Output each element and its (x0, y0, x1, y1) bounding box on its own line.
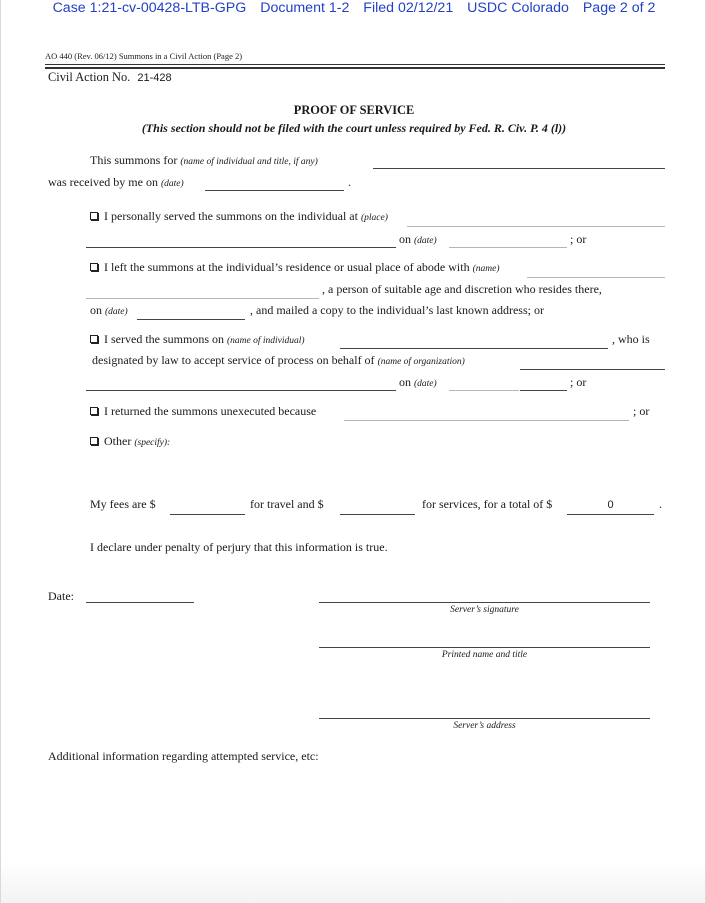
filed-date: Filed 02/12/21 (363, 0, 454, 16)
received-date-field[interactable] (205, 190, 344, 191)
organization-hint: (name of organization) (377, 357, 465, 367)
received-date-hint: (date) (160, 179, 184, 189)
organization-field[interactable] (520, 369, 665, 370)
fees-period: . (659, 497, 662, 511)
civil-action-row (48, 70, 172, 85)
travel-label: for travel and $ (250, 497, 324, 511)
specify-hint: (specify): (134, 438, 171, 448)
other-label: Other (104, 434, 132, 448)
server-address-caption: Server’s address (453, 721, 516, 731)
personally-label: I personally served the summons on the individual at (104, 209, 358, 223)
residence-name-field-continued[interactable] (86, 298, 319, 299)
residence-date-hint: (date) (105, 307, 128, 317)
individual-name-hint: (name of individual) (226, 336, 305, 346)
form-subtitle: (This section should not be filed with the court unless required by Fed. R. Civ. P. 4 (l)) (141, 121, 567, 135)
residence-date-field[interactable] (137, 319, 245, 320)
total-fee-value: 0 (607, 499, 614, 511)
document-number: Document 1-2 (260, 0, 350, 16)
summons-for-hint: (name of individual and title, if any) (180, 157, 318, 167)
received-row (48, 175, 184, 190)
case-number: Case 1:21-cv-00428-LTB-GPG (52, 0, 247, 16)
form-id: AO 440 (Rev. 06/12) Summons in a Civil Action (Page 2) (45, 51, 243, 61)
option-served[interactable] (90, 332, 305, 347)
who-is-text: , who is (612, 332, 650, 346)
server-signature-caption: Server’s signature (450, 605, 519, 615)
place-field-continued[interactable] (86, 247, 396, 248)
summons-for-label: This summons for (90, 153, 178, 167)
court-name: USDC Colorado (467, 0, 569, 16)
received-period: . (348, 175, 351, 189)
server-address-field[interactable] (319, 718, 650, 719)
served-or: ; or (570, 375, 587, 389)
served-date-field-light[interactable] (449, 390, 519, 391)
page-number: Page 2 of 2 (582, 0, 656, 16)
server-signature-field[interactable] (319, 602, 650, 603)
person-suitable-text: , a person of suitable age and discretion who resides there, (322, 282, 602, 296)
date-label: Date: (48, 589, 74, 603)
returned-label: I returned the summons unexecuted because (104, 404, 317, 418)
date-field[interactable] (86, 602, 194, 603)
individual-name-field[interactable] (340, 348, 608, 349)
printed-name-field[interactable] (319, 647, 650, 648)
my-fees-label: My fees are $ (90, 497, 156, 511)
name-hint: (name) (472, 264, 500, 274)
received-label: was received by me on (48, 175, 158, 189)
page-bottom (1, 860, 705, 903)
checkbox-returned[interactable] (90, 407, 98, 415)
printed-name-caption: Printed name and title (441, 650, 528, 660)
header-rule-bottom (45, 67, 665, 69)
personally-date-field[interactable] (449, 247, 567, 248)
form-title: PROOF OF SERVICE (293, 103, 415, 117)
served-on-label: on (date) (399, 375, 437, 389)
civil-action-number: 21-428 (137, 72, 172, 84)
header-rule-top (45, 64, 665, 65)
place-field[interactable] (407, 226, 665, 227)
services-label: for services, for a total of $ (422, 497, 553, 511)
filing-header (1, 0, 706, 16)
summons-for-row (90, 153, 318, 168)
services-fee-field[interactable] (340, 514, 415, 515)
option-other[interactable] (90, 434, 170, 449)
option-personally[interactable] (90, 209, 388, 224)
checkbox-served[interactable] (90, 335, 98, 343)
total-fee-field[interactable] (567, 514, 654, 515)
travel-fee-field[interactable] (170, 514, 245, 515)
summons-for-field[interactable] (373, 168, 665, 169)
personally-date-hint: (date) (414, 236, 437, 246)
place-hint: (place) (360, 213, 388, 223)
additional-info-label: Additional information regarding attempted service, etc: (48, 749, 319, 763)
option-returned[interactable] (90, 404, 316, 419)
residence-name-field[interactable] (527, 277, 665, 278)
checkbox-personally[interactable] (90, 212, 98, 220)
option-residence[interactable] (90, 260, 499, 275)
served-date-hint: (date) (414, 379, 437, 389)
residence-label: I left the summons at the individual’s residence or usual place of abode with (104, 260, 470, 274)
organization-field-continued[interactable] (86, 390, 396, 391)
mailed-copy-text: , and mailed a copy to the individual’s last known address; or (250, 303, 544, 317)
personally-on-label: on (date) (399, 232, 437, 246)
returned-reason-field[interactable] (344, 420, 629, 421)
checkbox-other[interactable] (90, 437, 98, 445)
returned-or: ; or (633, 404, 650, 418)
served-date-field[interactable] (520, 390, 567, 391)
served-label: I served the summons on (104, 332, 224, 346)
personally-or: ; or (570, 232, 587, 246)
residence-on-row: on (date) (90, 303, 128, 317)
designated-row: designated by law to accept service of process on behalf of (name of organization) (92, 353, 465, 367)
declaration-text: I declare under penalty of perjury that this information is true. (90, 540, 388, 554)
checkbox-residence[interactable] (90, 263, 98, 271)
civil-action-label: Civil Action No. (48, 70, 131, 84)
